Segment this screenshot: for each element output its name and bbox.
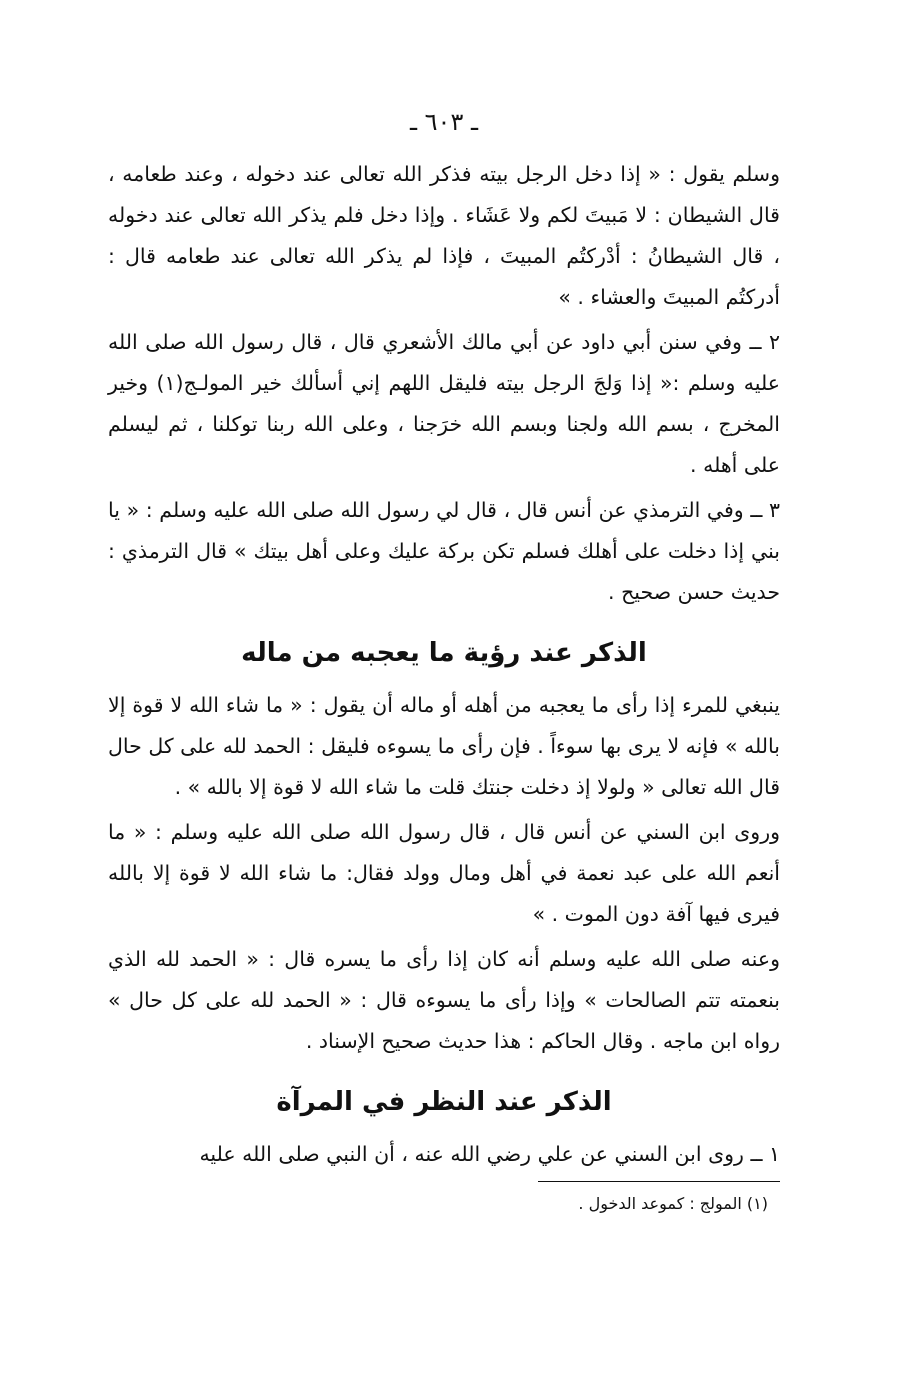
footnote-divider bbox=[538, 1181, 780, 1182]
paragraph-alhamdulillah: وعنه صلى الله عليه وسلم أنه كان إذا رأى ما يسره قال : « الحمد لله الذي بنعمته تتم الصالحات » وإذا رأى ما يسوءه قال : « الحمد لله على كل حال » رواه ابن ماجه . وقال الحاكم : هذا حديث صحيح الإسناد . bbox=[108, 947, 780, 1053]
section-heading-mirror: الذكر عند النظر في المرآة bbox=[276, 1087, 612, 1117]
paragraph-ibn-sunni-anas: وروى ابن السني عن أنس قال ، قال رسول الله صلى الله عليه وسلم : « ما أنعم الله على عبد نعمة في أهل ومال وولد فقال: ما شاء الله لا قوة إلا بالله فيرى فيها آفة دون الموت . » bbox=[108, 820, 780, 926]
section-heading-wealth: الذكر عند رؤية ما يعجبه من ماله bbox=[241, 638, 647, 668]
paragraph-abu-dawud: ٢ ــ وفي سنن أبي داود عن أبي مالك الأشعري قال ، قال رسول الله صلى الله عليه وسلم :« إذا وَلجَ الرجل بيته فليقل اللهم إني أسألك خير المولـج(١) وخير المخرج ، بسم الله ولجنا وبسم الله خرَجنا ، وعلى الله ربنا توكلنا ، ثم ليسلم على أهله . bbox=[108, 330, 780, 477]
paragraph-mirror-hadith: ١ ــ روى ابن السني عن علي رضي الله عنه ، أن النبي صلى الله عليه bbox=[199, 1142, 780, 1166]
paragraph-masha-allah: ينبغي للمرء إذا رأى ما يعجبه من أهله أو ماله أن يقول : « ما شاء الله لا قوة إلا بالله » فإنه لا يرى بها سوءاً . فإن رأى ما يسوءه فليقل : الحمد لله على كل حال قال الله تعالى « ولولا إذ دخلت جنتك قلت ما شاء الله لا قوة إلا بالله » . bbox=[108, 693, 780, 799]
paragraph-tirmidhi: ٣ ــ وفي الترمذي عن أنس قال ، قال لي رسول الله صلى الله عليه وسلم : « يا بني إذا دخلت على أهلك فسلم تكن بركة عليك وعلى أهل بيتك » قال الترمذي : حديث حسن صحيح . bbox=[108, 498, 780, 604]
footnote: (١) المولج : كموعد الدخول . bbox=[578, 1194, 768, 1213]
paragraph-hadith-entering-house: وسلم يقول : « إذا دخل الرجل بيته فذكر الله تعالى عند دخوله ، وعند طعامه ، قال الشيطان : لا مَبيتَ لكم ولا عَشَاء . وإذا دخل فلم يذكر الله تعالى عند دخوله ، قال الشيطانُ : أدْركتُم المبيتَ ، فإذا لم يذكر الله تعالى عند طعامه قال : أدركتُم المبيتَ والعشاء . » bbox=[108, 162, 780, 309]
book-page bbox=[108, 108, 780, 1218]
page-number: ـ ٦٠٣ ـ bbox=[409, 108, 478, 136]
